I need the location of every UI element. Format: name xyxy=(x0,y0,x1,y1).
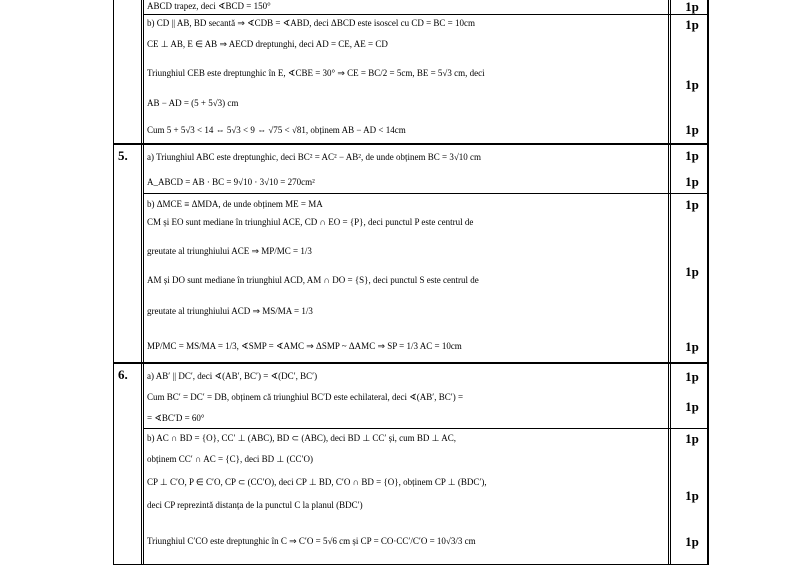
table-border-number xyxy=(141,0,142,565)
solution-line: = ∢BC′D = 60° xyxy=(147,413,205,423)
solution-line: CP ⊥ C′O, P ∈ C′O, CP ⊂ (CC′O), deci CP ⊥ BD, C′O ∩ BD = {O}, obținem CP ⊥ (BDC′), xyxy=(147,477,487,487)
solution-line: obținem CC′ ∩ AC = {C}, deci BD ⊥ (CC′O) xyxy=(147,454,313,464)
solution-line: a) Triunghiul ABC este dreptunghic, deci BC² = AC² − AB², de unde obținem BC = 3√10 cm xyxy=(147,152,482,162)
solution-line: Cum BC′ = DC′ = DB, obținem că triunghiul BC′D este echilateral, deci ∢(AB′, BC′) = xyxy=(147,392,464,402)
table-border-points-inner xyxy=(670,0,671,565)
problem-divider xyxy=(113,143,709,145)
problem-divider xyxy=(113,362,709,364)
points-label: 1p xyxy=(685,264,699,279)
points-label: 1p xyxy=(685,122,699,137)
solution-line: Cum 5 + 5√3 < 14 ⇔ 5√3 < 9 ⇔ √75 < √81, obținem AB − AD < 14cm xyxy=(147,125,406,135)
table-border-left xyxy=(113,0,114,565)
solution-line: Triunghiul C′CO este dreptunghic în C ⇒ C′O = 5√6 cm și CP = CO·CC′/C′O = 10√3/3 cm xyxy=(147,536,476,546)
table-border-points xyxy=(668,0,669,565)
points-label: 1p xyxy=(685,0,699,14)
points-label: 1p xyxy=(685,534,699,549)
problem-number-6: 6. xyxy=(118,367,128,382)
points-label: 1p xyxy=(685,17,699,32)
solution-line: a) AB′ || DC′, deci ∢(AB′, BC′) = ∢(DC′, BC′) xyxy=(147,371,318,381)
row-divider xyxy=(143,193,709,194)
solution-line: greutate al triunghiului ACD ⇒ MS/MA = 1/3 xyxy=(147,306,313,316)
solution-line: AB − AD = (5 + 5√3) cm xyxy=(147,98,239,108)
solution-line: AM și DO sunt mediane în triunghiul ACD, AM ∩ DO = {S}, deci punctul S este centrul de xyxy=(147,275,479,285)
points-label: 1p xyxy=(685,174,699,189)
solution-line: b) AC ∩ BD = {O}, CC′ ⊥ (ABC), BD ⊂ (ABC), deci BD ⊥ CC′ și, cum BD ⊥ AC, xyxy=(147,433,456,443)
solution-line: b) ΔMCE ≡ ΔMDA, de unde obținem ME = MA xyxy=(147,199,323,209)
points-label: 1p xyxy=(685,148,699,163)
problem-number-5: 5. xyxy=(118,148,128,163)
points-label: 1p xyxy=(685,197,699,212)
solution-line: b) CD || AB, BD secantă ⇒ ∢CDB = ∢ABD, deci ΔBCD este isoscel cu CD = BC = 10cm xyxy=(147,18,475,28)
solution-line: greutate al triunghiului ACE ⇒ MP/MC = 1/3 xyxy=(147,246,312,256)
points-label: 1p xyxy=(685,369,699,384)
solution-line: MP/MC = MS/MA = 1/3, ∢SMP = ∢AMC ⇒ ΔSMP ~ ΔAMC ⇒ SP = 1/3 AC = 10cm xyxy=(147,341,462,351)
table-border-number-inner xyxy=(143,0,144,565)
solution-line: deci CP reprezintă distanța de la punctul C la planul (BDC′) xyxy=(147,500,363,510)
solution-line: CM și EO sunt mediane în triunghiul ACE, CD ∩ EO = {P}, deci punctul P este centrul de xyxy=(147,217,474,227)
points-label: 1p xyxy=(685,488,699,503)
solution-line: ABCD trapez, deci ∢BCD = 150° xyxy=(147,1,271,11)
row-divider xyxy=(143,428,709,429)
points-label: 1p xyxy=(685,399,699,414)
solution-line: Triunghiul CEB este dreptunghic în E, ∢CBE = 30° ⇒ CE = BC/2 = 5cm, BE = 5√3 cm, deci xyxy=(147,68,485,78)
points-label: 1p xyxy=(685,77,699,92)
points-label: 1p xyxy=(685,431,699,446)
solution-line: CE ⊥ AB, E ∈ AB ⇒ AECD dreptunghi, deci AD = CE, AE = CD xyxy=(147,39,388,49)
solution-line: A_ABCD = AB · BC = 9√10 · 3√10 = 270cm² xyxy=(147,177,315,187)
points-label: 1p xyxy=(685,339,699,354)
